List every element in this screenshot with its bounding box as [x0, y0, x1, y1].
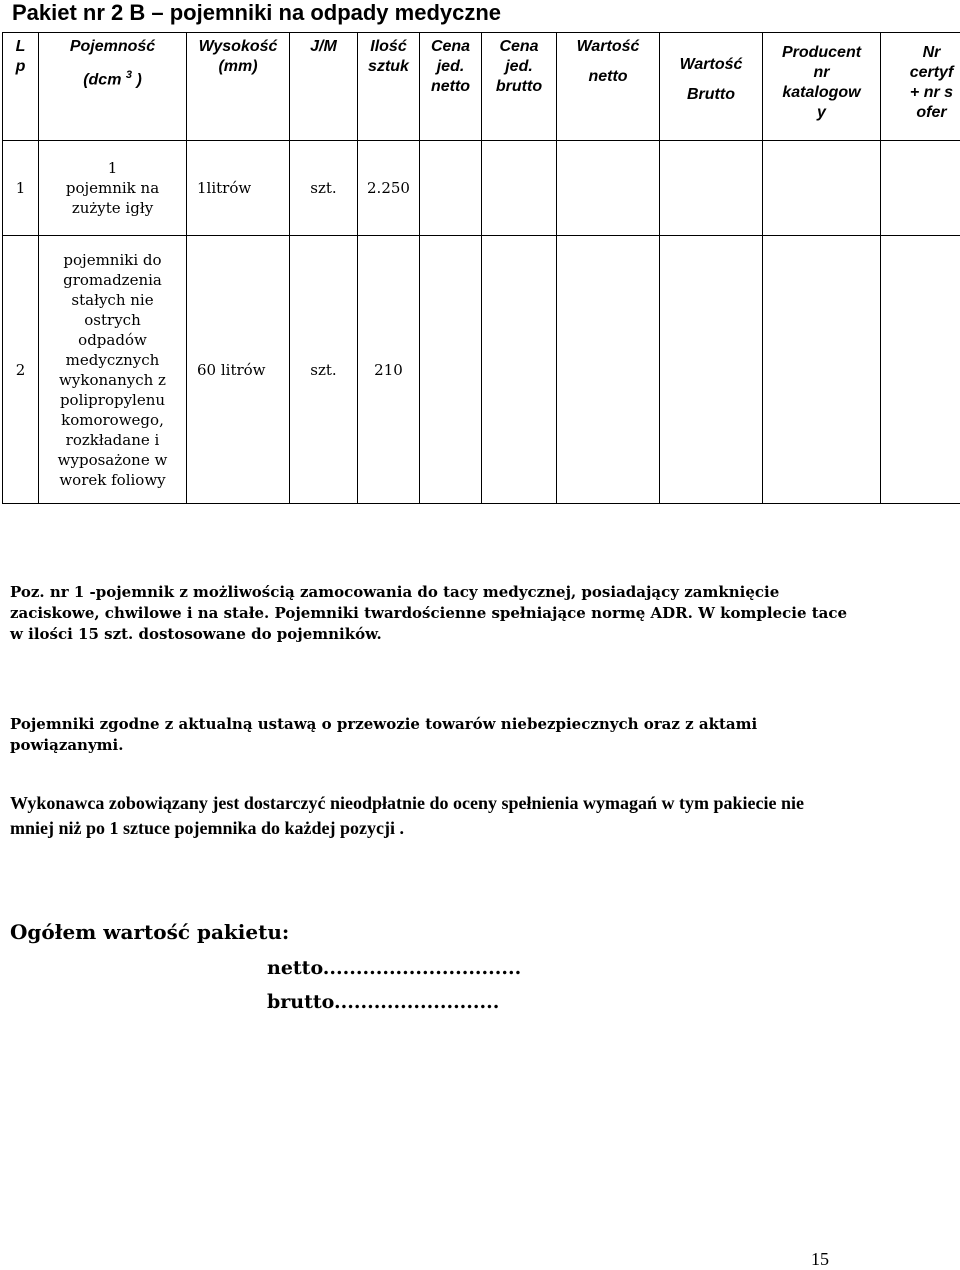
header-value-gross: Wartość Brutto — [660, 33, 763, 141]
summary-brutto: brutto......................... — [267, 991, 500, 1013]
document-title: Pakiet nr 2 B – pojemniki na odpady medyczne — [12, 0, 502, 25]
row-quantity: 210 — [358, 236, 420, 504]
row-unit-price-net-cell[interactable] — [420, 236, 482, 504]
note-position-1: Poz. nr 1 -pojemnik z możliwością zamocowania do tacy medycznej, posiadający zamknięcie zaciskowe, chwilowe i na stałe. Pojemniki twardościenne spełniające normę ADR. W komplecie tace w ilości 15 szt. dostosowane do pojemników. — [10, 583, 848, 643]
table-row — [3, 141, 960, 236]
row-quantity: 2.250 — [358, 141, 420, 236]
page-number: 15 — [811, 1249, 829, 1269]
header-unit-price-gross: Cena jed. brutto — [482, 33, 557, 141]
row-unit-price-gross-cell[interactable] — [482, 141, 557, 236]
row-producer-cell[interactable] — [763, 236, 881, 504]
row-description: 1 pojemnik na zużyte igły — [39, 141, 187, 236]
summary-netto: netto.............................. — [267, 957, 522, 979]
row-value-gross-cell[interactable] — [660, 141, 763, 236]
note-samples: Wykonawca zobowiązany jest dostarczyć nieodpłatnie do oceny spełnienia wymagań w tym pakiecie nie mniej niż po 1 sztuce pojemnika do każdej pozycji . — [10, 793, 804, 838]
row-capacity: 1litrów — [187, 141, 290, 236]
row-capacity: 60 litrów — [187, 236, 290, 504]
price-table-wrapper — [2, 32, 960, 505]
row-certificate-cell[interactable] — [881, 236, 960, 504]
header-lp: L p — [3, 33, 39, 141]
header-capacity: Pojemność (dcm $^3$ ) — [39, 33, 187, 141]
row-value-net-cell[interactable] — [557, 141, 660, 236]
note-compliance: Pojemniki zgodne z aktualną ustawą o przewozie towarów niebezpiecznych oraz z aktami powiązanymi. — [10, 715, 758, 754]
row-description: pojemniki do gromadzenia stałych nie ostrych odpadów medycznych wykonanych z polipropylenu komorowego, rozkładane i wyposażone w worek foliowy — [39, 236, 187, 504]
row-producer-cell[interactable] — [763, 141, 881, 236]
header-unit: J/M — [290, 33, 358, 141]
row-lp: 1 — [3, 141, 39, 236]
header-height: Wysokość (mm) — [187, 33, 290, 141]
header-certificate: Nr certyf + nr s ofer — [881, 33, 960, 141]
row-certificate-cell[interactable] — [881, 141, 960, 236]
price-table — [2, 32, 960, 504]
row-unit: szt. — [290, 236, 358, 504]
row-unit-price-net-cell[interactable] — [420, 141, 482, 236]
header-row — [3, 33, 960, 141]
table-row — [3, 236, 960, 504]
row-value-gross-cell[interactable] — [660, 236, 763, 504]
header-value-net: Wartość netto — [557, 33, 660, 141]
summary-label: Ogółem wartość pakietu: — [10, 920, 290, 944]
header-quantity: Ilość sztuk — [358, 33, 420, 141]
row-lp: 2 — [3, 236, 39, 504]
header-producer: Producent nr katalogow y — [763, 33, 881, 141]
row-unit-price-gross-cell[interactable] — [482, 236, 557, 504]
row-value-net-cell[interactable] — [557, 236, 660, 504]
row-unit: szt. — [290, 141, 358, 236]
header-unit-price-net: Cena jed. netto — [420, 33, 482, 141]
